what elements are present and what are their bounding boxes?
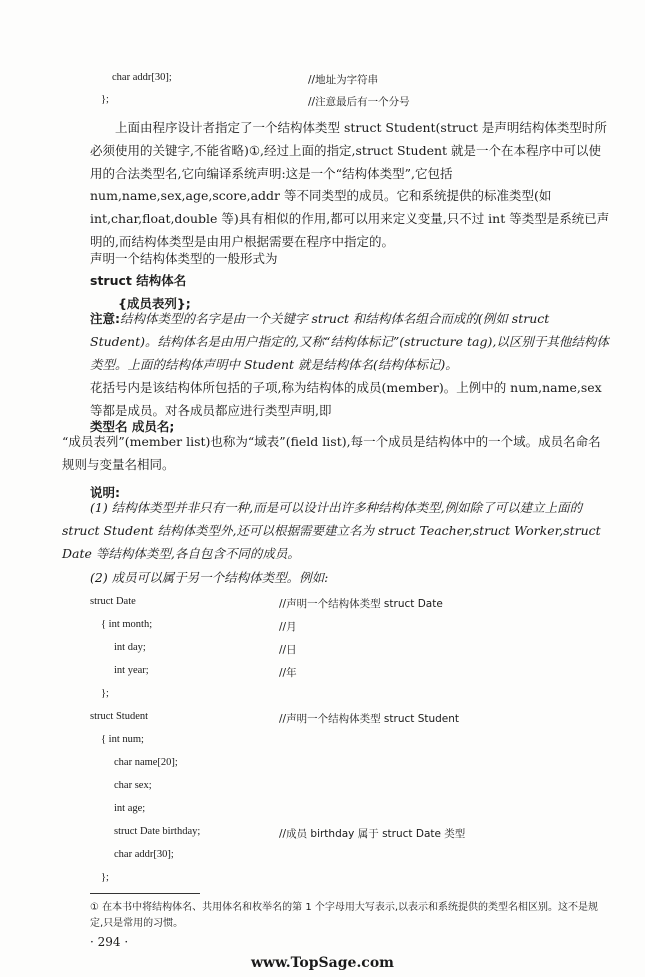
explain-paragraph: (2) 成员可以属于另一个结构体类型。例如: (90, 570, 329, 585)
code-line: char addr[30]; (112, 72, 172, 83)
footnote-rule (90, 893, 200, 894)
explain-label: 说明: (90, 485, 120, 500)
note-text: 结构体类型的名字是由一个关键字 struct 和结构体名组合而成的(例如 struct Student)。结构体名是由用户指定的,又称“结构体标记”(structure tag),以区别于其他结构体类型。上面的结构体声明中 Student 就是结构体名(结构体标记)。 (90, 311, 609, 372)
code-line: { int month; (101, 619, 153, 630)
website-watermark: www.TopSage.com (251, 955, 394, 971)
code-comment: //日 (279, 644, 297, 656)
code-comment: //注意最后有一个分号 (308, 96, 410, 108)
code-line: char addr[30]; (114, 849, 174, 860)
code-line: struct Date (90, 596, 136, 607)
page-number: · 294 · (90, 935, 129, 949)
explain-paragraph: (1) 结构体类型并非只有一种,而是可以设计出许多种结构体类型,例如除了可以建立上面的 struct Student 结构体类型外,还可以根据需要建立名为 struct Teacher,struct Worker,struct Date 等结构体类型,各自包含不同的成员。 (62, 500, 601, 561)
footnote: ① 在本书中将结构体名、共用体名和枚举名的第 1 个字母用大写表示,以表示和系统提供的类型名相区别。这不是规定,只是常用的习惯。 (90, 902, 599, 929)
body-paragraph: 上面由程序设计者指定了一个结构体类型 struct Student(struct 是声明结构体类型时所必须使用的关键字,不能省略)①,经过上面的指定,struct Student 就是一个在本程序中可以使用的合法类型名,它向编译系统声明:这是一个“结构体类型”,它包括 num,name,sex,age,score,addr 等不同类型的成员。它和系统提供的标准类型(如 int,char,float,double 等)具有相似的作用,都可以用来定义变量,只不过 int 等类型是系统已声明的,而结构体类型是由用户根据需要在程序中指定的。 (90, 120, 610, 249)
body-paragraph: 花括号内是该结构体所包括的子项,称为结构体的成员(member)。上例中的 num,name,sex 等都是成员。对各成员都应进行类型声明,即 (90, 380, 602, 418)
code-comment: //声明一个结构体类型 struct Student (279, 713, 460, 725)
note-label: 注意: (90, 311, 120, 326)
body-paragraph: 声明一个结构体类型的一般形式为 (90, 251, 278, 266)
code-line: struct Student (90, 711, 149, 722)
code-line: char sex; (114, 780, 152, 791)
code-line: int age; (114, 803, 146, 814)
syntax-form-line: {成员表列}; (118, 296, 191, 311)
code-comment: //月 (279, 621, 297, 633)
code-line: { int num; (101, 734, 144, 745)
code-line: int day; (114, 642, 146, 653)
code-line: }; (101, 872, 109, 883)
code-comment: //年 (279, 667, 297, 679)
code-line: }; (101, 688, 109, 699)
code-line: int year; (114, 665, 149, 676)
code-comment: //成员 birthday 属于 struct Date 类型 (279, 828, 466, 840)
code-comment: //声明一个结构体类型 struct Date (279, 598, 443, 610)
syntax-form-line: struct 结构体名 (90, 273, 187, 288)
code-line: }; (101, 94, 109, 105)
body-paragraph: “成员表列”(member list)也称为“域表”(field list),每一个成员是结构体中的一个域。成员名命名规则与变量名相同。 (62, 434, 601, 472)
code-line: struct Date birthday; (114, 826, 201, 837)
code-line: char name[20]; (114, 757, 178, 768)
note-paragraph (90, 308, 610, 376)
syntax-form-line: 类型名 成员名; (90, 419, 175, 434)
code-comment: //地址为字符串 (308, 74, 379, 86)
